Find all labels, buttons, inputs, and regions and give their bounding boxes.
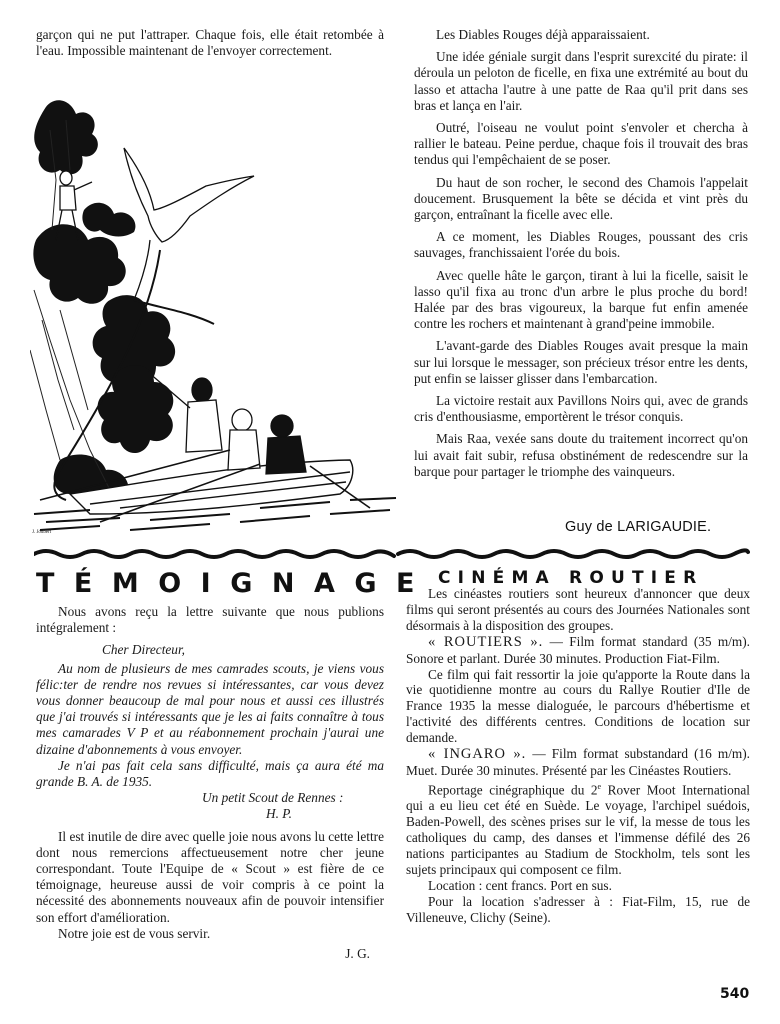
bird <box>124 148 254 300</box>
author-signature: Guy de LARIGAUDIE. <box>565 519 712 535</box>
cinema-routier-section <box>406 586 750 925</box>
film-ingaro-details: — Film format substandard (16 m/m). Muet. Durée 30 minutes. Présenté par les Cinéastes Routiers. <box>406 746 751 778</box>
artist-signature: J. Joubert <box>32 530 52 535</box>
story-paragraph: A ce moment, les Diables Rouges, poussant des cris sauvages, franchissaient l'orée du bois. <box>414 229 748 261</box>
temoignage-heading: TÉMOIGNAGE <box>36 568 434 599</box>
letter-salutation: Cher Directeur, <box>102 642 185 658</box>
story-paragraph: Les Diables Rouges déjà apparaissaient. <box>436 27 650 42</box>
story-paragraph: Outré, l'oiseau ne voulut point s'envoler et chercha à rallier le bateau. Peine perdue, chaque fois il trouvait des bras tendus qui l'empêchaient de se poser. <box>414 120 748 168</box>
wavy-line-right <box>398 550 748 557</box>
story-paragraph: Une idée géniale surgit dans l'esprit surexcité du pirate: il déroula un peloton de ficelle, en fixa une extrémité au bout du lasso et attacha l'autre à une patte de Raa qu'il prit dans ses bras et lança en l'air. <box>414 49 748 113</box>
rover-moot-report <box>406 779 750 878</box>
letter-paragraph: Au nom de plusieurs de mes camrades scouts, je viens vous félic:ter de rendre nos revues si intéressantes, car vous devez vous donner beaucoup de mal pour nous et aussi ces illustrés que j'ai trouvés si intéressants que je les ai faits connaître à tous mes camarades V P et au réabonnement prochain j'aurai une dizaine d'abonnements à vous envoyer. <box>36 660 384 757</box>
film-routiers <box>406 634 750 667</box>
location-price: Location : cent francs. Port en sus. <box>428 877 612 893</box>
wavy-line-left <box>34 551 394 557</box>
cinema-intro: Les cinéastes routiers sont heureux d'annoncer que deux films qui seront présentés au cours des Journées Nationales sont désormais à la disposition des groupes. <box>406 586 750 633</box>
film-routiers-title: « ROUTIERS ». <box>428 633 544 650</box>
story-paragraph: Du haut de son rocher, le second des Chamois l'appelait doucement. Brusquement la bête se décida et vint près du garçon, entraînant la ficelle avec elle. <box>414 174 748 223</box>
temoignage-section <box>36 604 384 962</box>
report-superscript: e <box>597 781 602 791</box>
film-ingaro-title: « INGARO ». <box>428 746 527 763</box>
location-address: Pour la location s'adresser à : Fiat-Film, 15, rue de Villeneuve, Clichy (Seine). <box>406 893 750 925</box>
film-routiers-description: Ce film qui fait ressortir la joie qu'apporte la Route dans la vie quotidienne montre au cours du Rallye Routier d'Ile de France 1935 la messe dialoguée, le parcours d'hébertisme et l'activité des différents centres. Conditions de location sur demande. <box>406 666 750 746</box>
cinema-routier-heading: CINÉMA ROUTIER <box>438 568 704 588</box>
page-number: 540 <box>720 986 750 1002</box>
film-ingaro <box>406 746 750 779</box>
story-paragraph: garçon qui ne put l'attraper. Chaque fois, elle était retombée à l'eau. Impossible maintenant de l'envoyer correctement. <box>36 27 384 59</box>
story-paragraph: La victoire restait aux Pavillons Noirs qui, avec de grands cris d'enthousiasme, emportèrent le trésor conquis. <box>414 393 748 425</box>
letter-sign-line: Un petit Scout de Rennes : <box>202 790 344 806</box>
letter-paragraph: Je n'ai pas fait cela sans difficulté, mais ça aura été ma grande B. A. de 1935. <box>36 757 384 790</box>
boat-illustration <box>30 90 400 535</box>
story-paragraph: Mais Raa, vexée sans doute du traitement incorrect qu'on lui avait fait subir, refusa obstinément de redescendre sur la barque pour partager le triomphe des vainqueurs. <box>414 431 748 479</box>
report-text-start: Reportage cinégraphique du 2 <box>428 782 598 798</box>
story-continuation-right <box>414 27 748 480</box>
reply-signature: J. G. <box>345 946 370 962</box>
reply-paragraph: Notre joie est de vous servir. <box>58 925 211 941</box>
letter-sign-initials: H. P. <box>266 806 292 822</box>
story-paragraph: L'avant-garde des Diables Rouges avait presque la main sur lui lorsque le messager, son précieux trésor entre les dents, put enfin se laisser glisser dans l'embarcation. <box>414 338 748 386</box>
story-paragraph: Avec quelle hâte le garçon, tirant à lui la ficelle, saisit le lasso qu'il fixa au tronc d'un arbre le plus proche du bord! Halée par des bras vigoureux, la barque fut enfin amenée contre les rochers et maintenant à grand'peine immobile. <box>414 267 748 332</box>
story-continuation-left <box>36 27 384 59</box>
boat <box>70 460 353 514</box>
wavy-divider <box>34 540 750 568</box>
report-text-end: Rover Moot International qui a eu lieu cet été en Suède. Le voyage, l'archipel suédois, Baden-Powell, des scènes prises sur le vif, la messe de tous les catholiques du camp, des danses et l'immense défilé des 26 nations participantes au Stadium de Stockholm, tels sont les sujets principaux qui composent ce film. <box>406 782 750 877</box>
temoignage-intro: Nous avons reçu la lettre suivante que nous publions intégralement : <box>36 604 384 636</box>
film-routiers-details: — Film format standard (35 m/m). Sonore et parlant. Durée 30 minutes. Production Fiat-Film. <box>406 633 750 666</box>
reply-paragraph: Il est inutile de dire avec quelle joie nous avons lu cette lettre dont nous remercions affectueusement notre cher jeune correspondant. Toute l'Equipe de « Scout » est fière de ce témoignage, heureuse aussi de voir compris à ce point la nécessité des abonnements nouveaux afin de pouvoir intensifier son effort d'amélioration. <box>36 828 384 925</box>
